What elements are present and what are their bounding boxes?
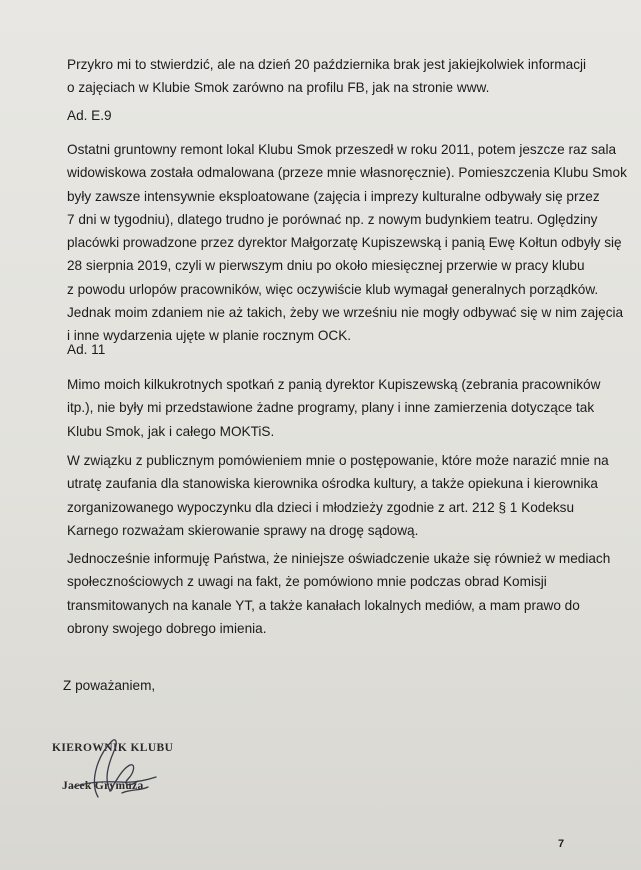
text-line: utratę zaufania dla stanowiska kierownika ośrodka kultury, a także opiekuna i kierownika bbox=[67, 476, 598, 492]
text-line: placówki prowadzone przez dyrektor Małgorzatę Kupiszewską i panią Ewę Kołtun odbyły się bbox=[67, 235, 622, 251]
paragraph-media bbox=[67, 547, 611, 640]
text-line: były zawsze intensywnie eksploatowane (zajęcia i imprezy kulturalne odbywały się przez bbox=[67, 188, 600, 204]
text-line: z powodu urlopów pracowników, więc oczywiście klub wymagał generalnych porządków. bbox=[67, 281, 599, 297]
paragraph-legal bbox=[67, 449, 609, 542]
stamp-title: KIEROWNIK KLUBU bbox=[52, 742, 174, 754]
handwritten-signature bbox=[60, 735, 170, 805]
text-line: itp.), nie były mi przedstawione żadne programy, plany i inne zamierzenia dotyczące tak bbox=[67, 400, 595, 416]
text-line: zorganizowanego wypoczynku dla dzieci i młodzieży zgodnie z art. 212 § 1 Kodeksu bbox=[67, 499, 575, 515]
text-line: Jednak moim zdaniem nie aż takich, żeby we wrześniu nie mogły odbywać się w nim zajęcia bbox=[67, 305, 624, 321]
heading-ad-e9: Ad. E.9 bbox=[67, 108, 112, 123]
text-line: Jednocześnie informuję Państwa, że niniejsze oświadczenie ukaże się również w mediach bbox=[67, 551, 611, 566]
heading-ad-11: Ad. 11 bbox=[67, 342, 106, 357]
text-line: 7 dni w tygodniu), dlatego trudno je porównać np. z nowym budynkiem teatru. Oględziny bbox=[67, 211, 598, 227]
paragraph-meetings bbox=[67, 373, 601, 443]
text-line: Mimo moich kilkukrotnych spotkań z panią dyrektor Kupiszewską (zebrania pracowników bbox=[67, 377, 601, 392]
page-number: 7 bbox=[558, 838, 565, 850]
text-line: W związku z publicznym pomówieniem mnie o postępowanie, które może narazić mnie na bbox=[67, 453, 609, 468]
stamp-name: Jacek Grymuza bbox=[62, 780, 144, 792]
text-line: Karnego rozważam skierowanie sprawy na drogę sądową. bbox=[67, 522, 419, 538]
text-line: Przykro mi to stwierdzić, ale na dzień 20 października brak jest jakiejkolwiek informacji bbox=[67, 57, 587, 72]
paragraph-renovation bbox=[67, 138, 627, 348]
closing-salutation: Z poważaniem, bbox=[63, 678, 156, 693]
text-line: widowiskowa została odmalowana (przeze mnie własnoręcznie). Pomieszczenia Klubu Smok bbox=[67, 165, 627, 181]
text-line: 28 sierpnia 2019, czyli w pierwszym dniu po około miesięcznej przerwie w pracy klubu bbox=[67, 258, 585, 274]
paragraph-intro bbox=[67, 53, 587, 100]
text-line: Klubu Smok, jak i całego MOKTiS. bbox=[67, 423, 275, 439]
text-line: społecznościowych z uwagi na fakt, że pomówiono mnie podczas obrad Komisji bbox=[67, 574, 547, 590]
text-line: i inne wydarzenia ujęte w planie rocznym OCK. bbox=[67, 328, 352, 344]
text-line: obrony swojego dobrego imienia. bbox=[67, 620, 267, 636]
text-line: Ostatni gruntowny remont lokal Klubu Smok przeszedł w roku 2011, potem jeszcze raz sala bbox=[67, 142, 617, 157]
text-line: transmitowanych na kanale YT, a także kanałach lokalnych mediów, a mam prawo do bbox=[67, 597, 580, 613]
text-line: o zajęciach w Klubie Smok zarówno na profilu FB, jak na stronie www. bbox=[67, 80, 490, 96]
